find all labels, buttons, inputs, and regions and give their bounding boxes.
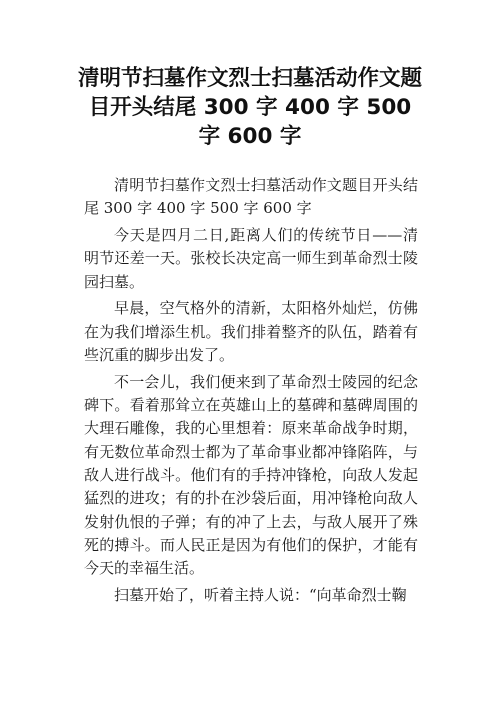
paragraph-morning: 早晨，空气格外的清新，太阳格外灿烂，仿佛在为我们增添生机。我们排着整齐的队伍，踏着有些沉重的脚步出发了。 — [84, 299, 418, 365]
paragraph-date: 今天是四月二日,距离人们的传统节日——清明节还差一天。张校长决定高一师生到革命烈士陵园扫墓。 — [84, 226, 418, 291]
document-body — [84, 174, 418, 611]
paragraph-intro: 清明节扫墓作文烈士扫墓活动作文题目开头结尾 300 字 400 字 500 字 600 字 — [84, 176, 418, 218]
paragraph-memorial: 不一会儿，我们便来到了革命烈士陵园的纪念碑下。看着那耸立在英雄山上的墓碑和墓碑周围的大理石雕像，我的心里想着：原来革命战争时期，有无数位革命烈士都为了革命事业都冲锋陷阵，与敌人进行战斗。他们有的手持冲锋枪，向敌人发起猛烈的进攻；有的扑在沙袋后面，用冲锋枪向敌人发射仇恨的子弹；有的冲了上去，与敌人展开了殊死的搏斗。而人民正是因为有他们的保护，才能有今天的幸福生活。 — [84, 372, 418, 578]
paragraph-ceremony: 扫墓开始了，听着主持人说：“向革命烈士鞠 — [114, 586, 407, 605]
document-title: 清明节扫墓作文烈士扫墓活动作文题目开头结尾 300 字 400 字 500 字 600 字 — [78, 66, 423, 149]
